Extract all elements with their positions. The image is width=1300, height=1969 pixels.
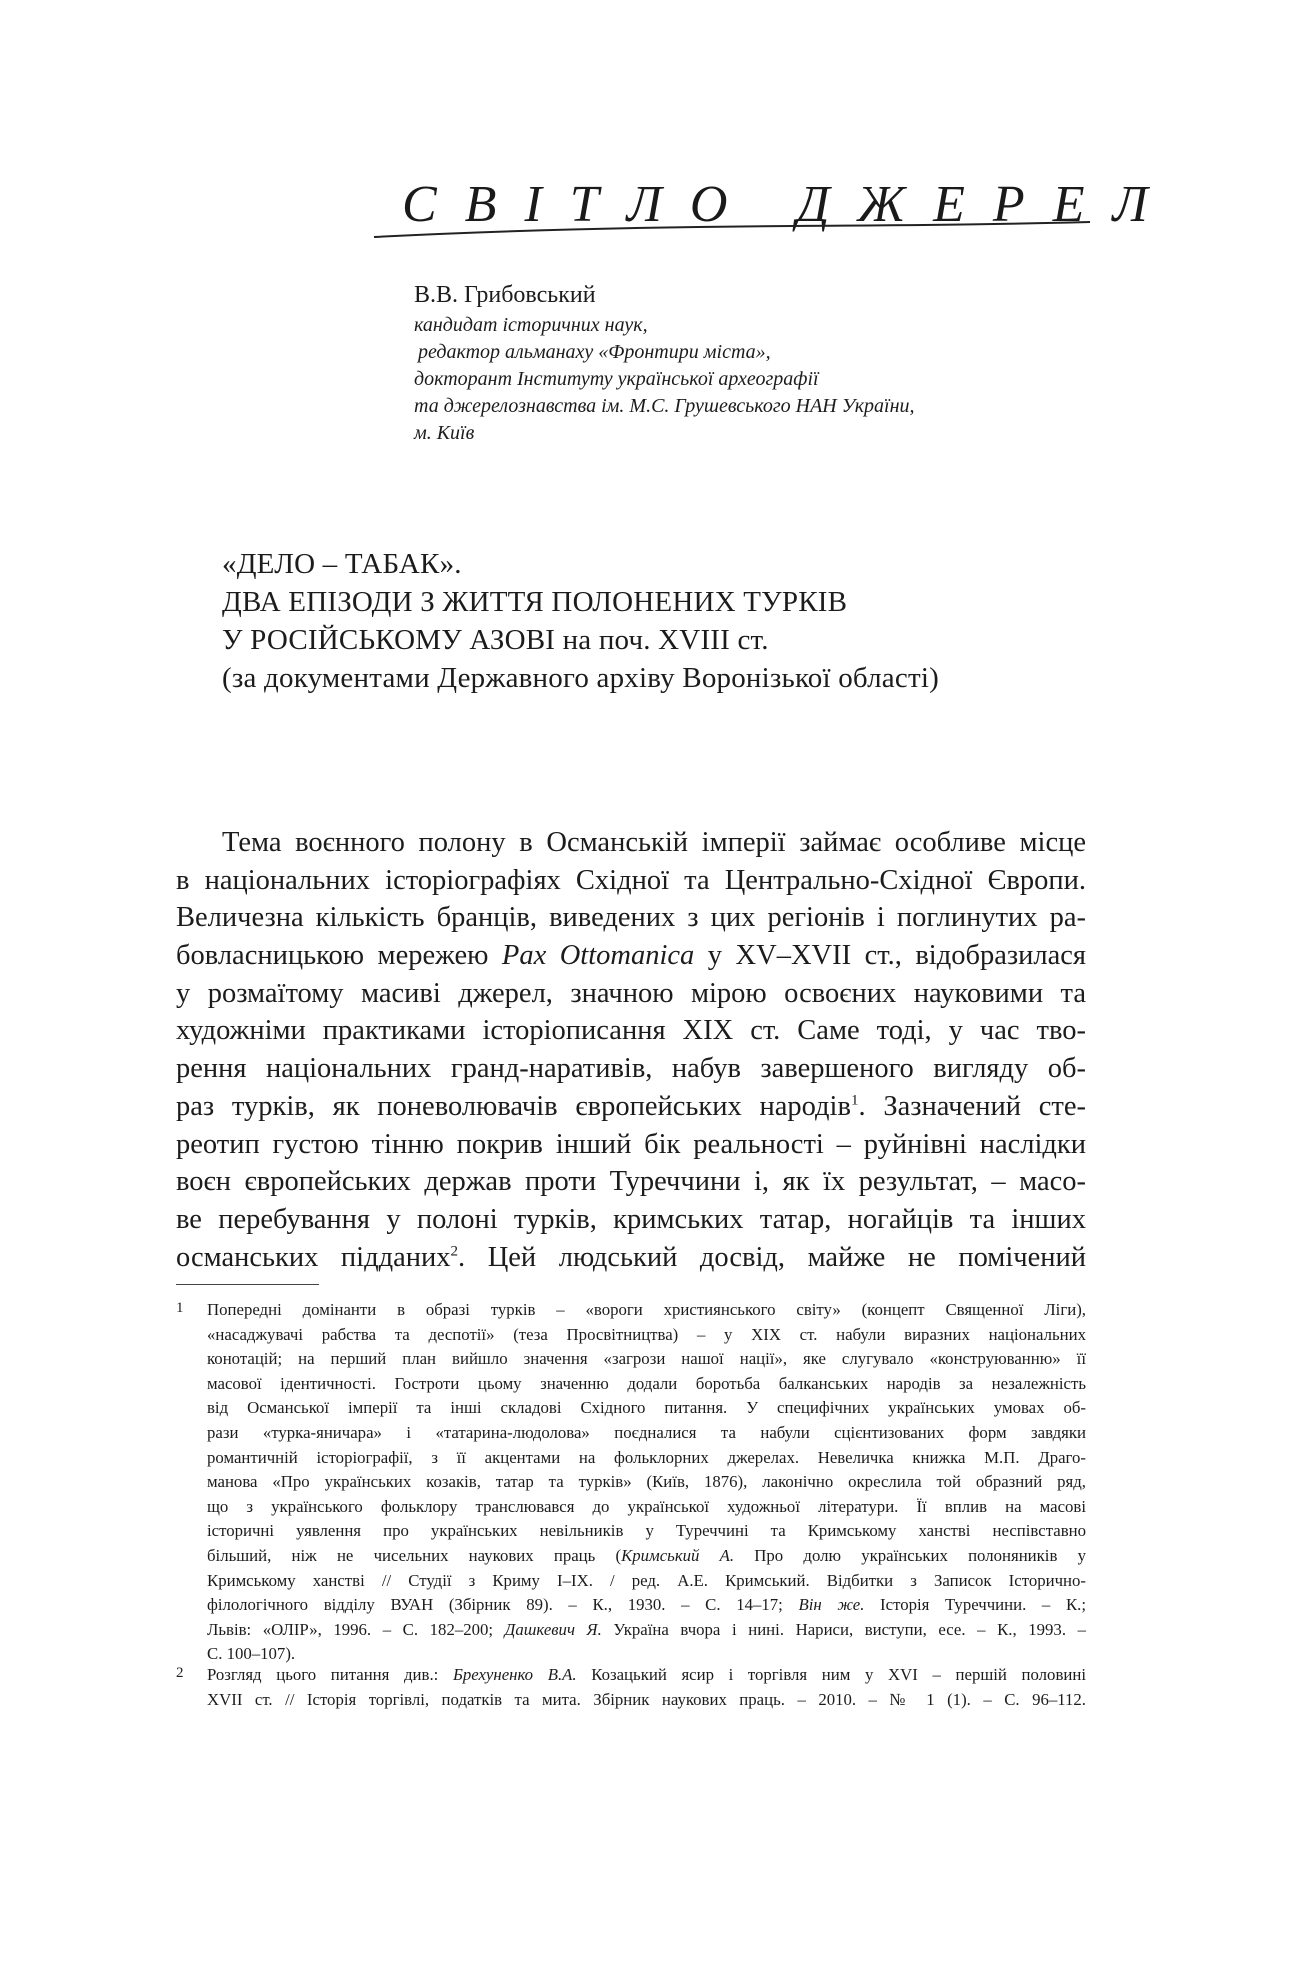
title-underline-stroke bbox=[372, 217, 1092, 241]
body-line: ве перебування у полоні турків, кримських татар, ногайців та інших bbox=[176, 1203, 1086, 1235]
body-line: в національних історіографіях Східної та Центрально-Східної Європи. bbox=[176, 864, 1086, 896]
footnote-separator bbox=[176, 1284, 319, 1285]
footnote-line: романтичній історіографії, з її акцентами на фольклорних джерелах. Невеличка книжка М.П. Драго- bbox=[207, 1447, 1086, 1467]
body-line bbox=[176, 1088, 1086, 1126]
footnote-number: 2 bbox=[176, 1665, 184, 1681]
body-line: художніми практиками історіописання XIX ст. Саме тоді, у час тво- bbox=[176, 1015, 1086, 1047]
footnote-line: що з українського фольклору транслювався до української художньої літератури. Її вплив на масові bbox=[207, 1496, 1086, 1516]
footnote-line: історичні уявлення про українських невільників у Туреччині та Кримському ханстві неспівставно bbox=[207, 1521, 1086, 1541]
body-line: рення національних гранд-наративів, набув завершеного вигляду об- bbox=[176, 1053, 1086, 1085]
cited-author: Дашкевич Я. bbox=[504, 1619, 602, 1639]
footnote-text-run: Львів: «ОЛІР», 1996. – С. 182–200; bbox=[207, 1619, 505, 1639]
footnote-line bbox=[207, 1618, 1086, 1643]
section-title: СВІТЛО ДЖЕРЕЛ bbox=[402, 176, 1176, 233]
footnote-text-run: Історія Туреччини. – К.; bbox=[864, 1595, 1087, 1615]
footnote-line: від Османської імперії та інші складові Східного питання. У специфічних українських умовах об- bbox=[207, 1398, 1086, 1418]
footnote-line bbox=[207, 1544, 1086, 1569]
article-title-line: ДВА ЕПІЗОДИ З ЖИТТЯ ПОЛОНЕНИХ ТУРКІВ bbox=[222, 586, 848, 618]
body-text-run: . Цей людський досвід, майже не помічений bbox=[458, 1241, 1086, 1273]
article-title-line: «ДЕЛО – ТАБАК». bbox=[222, 548, 462, 580]
footnote-line: Кримському ханстві // Студії з Криму I–IX. / ред. А.Е. Кримський. Відбитки з Записок Історично- bbox=[207, 1570, 1086, 1590]
article-title bbox=[222, 545, 1122, 697]
body-text-run: османських підданих bbox=[176, 1241, 451, 1273]
author-name: В.В. Грибовський bbox=[414, 282, 596, 308]
footnote-line: масової ідентичності. Гостроти цьому значенню додали боротьба балканських народів за незалежність bbox=[207, 1373, 1086, 1393]
latin-term: Pax Ottomanica bbox=[501, 940, 695, 972]
footnote-text-run: Про долю українських полоняників у bbox=[734, 1545, 1086, 1565]
body-paragraph bbox=[176, 824, 1086, 1276]
footnote-line: Попередні домінанти в образі турків – «вороги християнського світу» (концепт Священної Ліги), bbox=[207, 1300, 1086, 1319]
body-line: реотип густою тінню покрив інший бік реальності – руйнівні наслідки bbox=[176, 1128, 1086, 1160]
footnote-text-run: Україна вчора і нині. Нариси, виступи, есе. – К., 1993. – bbox=[601, 1619, 1086, 1639]
body-text-run: бовласницькою мережею bbox=[176, 940, 502, 972]
footnote-text bbox=[207, 1298, 1086, 1667]
footnote-line: С. 100–107). bbox=[207, 1644, 296, 1664]
footnote-line: рази «турка-яничара» і «татарина-людолова» поєдналися та набули сцієнтизованих форм завдяки bbox=[207, 1422, 1086, 1442]
footnote-reference[interactable]: 1 bbox=[850, 1092, 859, 1109]
footnote-line: «насаджувачі рабства та деспотії» (теза Просвітництва) – у XIX ст. набули виразних національних bbox=[207, 1324, 1086, 1344]
author-block bbox=[414, 280, 1014, 447]
footnote-text-run: Розгляд цього питання див.: bbox=[207, 1665, 453, 1684]
body-line: воєн європейських держав проти Туреччини і, як їх результат, – масо- bbox=[176, 1166, 1086, 1198]
body-line: Тема воєнного полону в Османській імперії займає особливе місце bbox=[222, 827, 1086, 858]
body-line bbox=[176, 1239, 1086, 1277]
footnote-line bbox=[207, 1663, 1086, 1688]
footnote-text-run: філологічного відділу ВУАН (Збірник 89). – К., 1930. – С. 14–17; bbox=[207, 1595, 799, 1615]
body-line bbox=[176, 937, 1086, 975]
footnote-line bbox=[207, 1593, 1086, 1618]
affiliation-line: та джерелознавства ім. М.С. Грушевського НАН України, bbox=[414, 395, 915, 417]
body-text-run: . Зазначений сте- bbox=[858, 1090, 1086, 1122]
footnote-reference[interactable]: 2 bbox=[450, 1243, 458, 1260]
body-line: Величезна кількість бранців, виведених з цих регіонів і поглинутих ра- bbox=[176, 902, 1086, 934]
affiliation-line: м. Київ bbox=[414, 422, 475, 444]
footnote-line: XVII ст. // Історія торгівлі, податків та мита. Збірник наукових праць. – 2010. – № 1 (1). – С. 96–112. bbox=[207, 1689, 1086, 1709]
footnote-1 bbox=[176, 1298, 1086, 1667]
affiliation-line: кандидат історичних наук, bbox=[414, 314, 648, 336]
footnote-line: манова «Про українських козаків, татар та турків» (Київ, 1876), лаконічно окреслила той образний ряд, bbox=[207, 1472, 1086, 1492]
affiliation-line: редактор альманаху «Фронтири міста», bbox=[418, 341, 771, 363]
body-text-run: раз турків, як поневолювачів європейських народів bbox=[176, 1090, 851, 1122]
footnote-text-run: Козацький ясир і торгівля ним у XVI – першій половині bbox=[576, 1665, 1086, 1684]
footnote-number: 1 bbox=[176, 1300, 184, 1316]
body-text-run: у XV–XVII ст., відобразилася bbox=[694, 940, 1087, 972]
article-title-line: У РОСІЙСЬКОМУ АЗОВІ на поч. XVIII ст. bbox=[222, 624, 769, 656]
cited-author: Брехуненко В.А. bbox=[452, 1665, 577, 1684]
article-title-line: (за документами Державного архіву Воронізької області) bbox=[222, 662, 939, 694]
section-header bbox=[372, 175, 1176, 245]
affiliation-line: докторант Інституту української археографії bbox=[414, 368, 819, 390]
cited-author: Кримський А. bbox=[621, 1545, 735, 1565]
footnote-2 bbox=[176, 1663, 1086, 1712]
footnote-line: конотацій; на перший план вийшло значення «загрози нашої нації», яке слугувало «конструюванню» її bbox=[207, 1349, 1086, 1369]
footnote-text-run: більший, ніж не чисельних наукових праць ( bbox=[207, 1545, 622, 1565]
body-line: у розмаїтому масиві джерел, значною мірою освоєних науковими та bbox=[176, 977, 1086, 1009]
cited-author: Він же. bbox=[798, 1595, 865, 1615]
footnote-text bbox=[207, 1663, 1086, 1712]
